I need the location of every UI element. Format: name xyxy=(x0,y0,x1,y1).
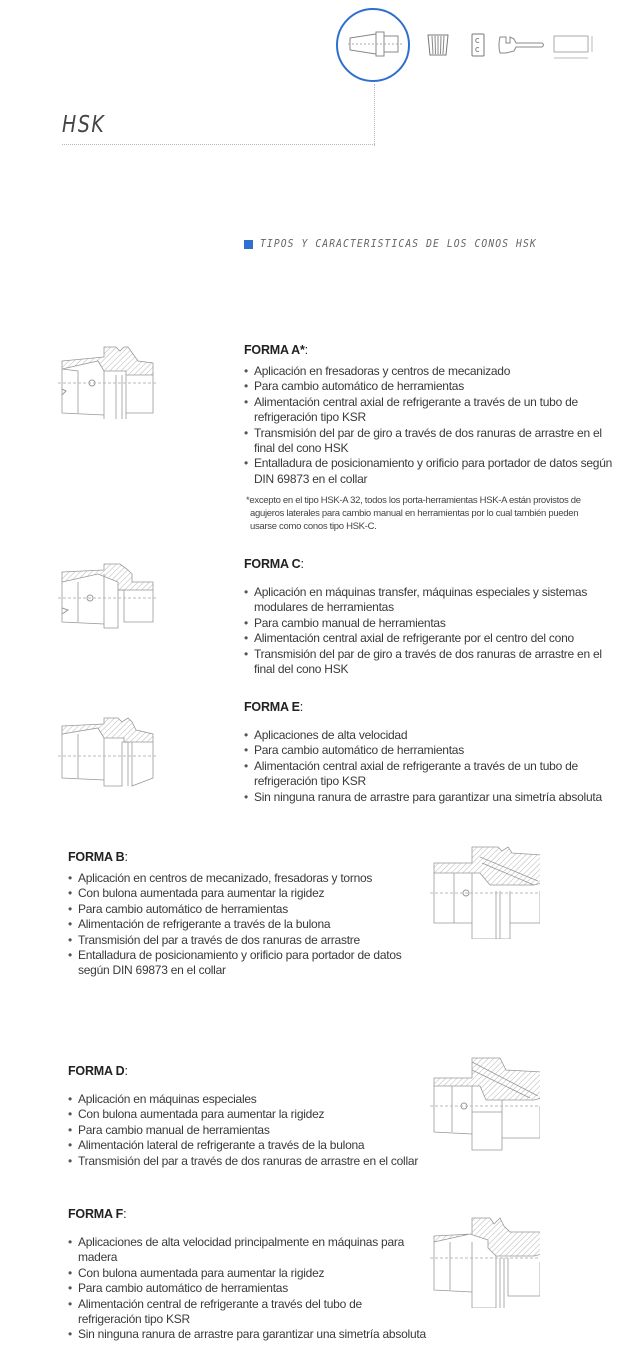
feature-item: • Aplicaciones de alta velocidad principalmente en máquinas para madera xyxy=(68,1235,428,1266)
forma-a-features xyxy=(244,364,614,487)
connector-dots xyxy=(374,84,375,146)
feature-item: • Con bulona aumentada para aumentar la rigidez xyxy=(68,886,428,901)
feature-item: • Para cambio manual de herramientas xyxy=(68,1123,428,1138)
feature-item: • Sin ninguna ranura de arrastre para garantizar una simetría absoluta xyxy=(244,790,614,805)
forma-c-block xyxy=(244,557,614,677)
forma-d-drawing xyxy=(430,1054,540,1152)
forma-c-drawing xyxy=(58,560,158,630)
forma-e-drawing xyxy=(58,712,158,788)
wrench-icon[interactable] xyxy=(496,34,546,56)
feature-item: • Para cambio automático de herramientas xyxy=(68,1281,428,1296)
forma-f-drawing xyxy=(430,1212,540,1308)
title-underline xyxy=(62,144,375,145)
feature-item: • Aplicación en centros de mecanizado, fresadoras y tornos xyxy=(68,871,428,886)
hsk-cone-icon[interactable] xyxy=(346,28,406,60)
forma-d-title: FORMA D: xyxy=(68,1064,128,1078)
feature-item: • Aplicación en fresadoras y centros de mecanizado xyxy=(244,364,614,379)
forma-a-drawing xyxy=(58,343,158,419)
feature-item: • Transmisión del par de giro a través de dos ranuras de arrastre en el final del cono HSK xyxy=(244,426,614,457)
blue-square-icon xyxy=(244,240,253,249)
forma-b-features xyxy=(68,871,428,979)
forma-a-title: FORMA A*: xyxy=(244,343,308,357)
forma-a-block xyxy=(244,343,614,533)
forma-f-block xyxy=(68,1207,428,1343)
forma-a-footnote: *excepto en el tipo HSK-A 32, todos los porta-herramientas HSK-A están provistos de agujeros laterales para cambio manual en herramientas por lo cual también pueden usarse como conos tipo HSK-C. xyxy=(246,495,581,533)
feature-item: • Alimentación central de refrigerante a través del tubo de refrigeración tipo KSR xyxy=(68,1297,428,1328)
feature-item: • Para cambio automático de herramientas xyxy=(244,743,614,758)
page-title: HSK xyxy=(62,112,106,138)
forma-d-features xyxy=(68,1092,428,1169)
feature-item: • Alimentación de refrigerante a través de la bulona xyxy=(68,917,428,932)
forma-e-features xyxy=(244,728,614,805)
collet-icon[interactable] xyxy=(424,32,452,58)
feature-item: • Aplicación en máquinas transfer, máquinas especiales y sistemas modulares de herramientas xyxy=(244,585,614,616)
feature-item: • Con bulona aumentada para aumentar la rigidez xyxy=(68,1266,428,1281)
feature-item: • Alimentación central axial de refrigerante a través de un tubo de refrigeración tipo KSR xyxy=(244,395,614,426)
feature-item: • Alimentación central axial de refrigerante a través de un tubo de refrigeración tipo KSR xyxy=(244,759,614,790)
forma-e-title: FORMA E: xyxy=(244,700,304,714)
feature-item: • Transmisión del par a través de dos ranuras de arrastre xyxy=(68,933,428,948)
forma-f-title: FORMA F: xyxy=(68,1207,127,1221)
forma-c-title: FORMA C: xyxy=(244,557,304,571)
forma-b-title: FORMA B: xyxy=(68,850,128,864)
feature-item: • Transmisión del par de giro a través de dos ranuras de arrastre en el final del cono HSK xyxy=(244,647,614,678)
feature-item: • Entalladura de posicionamiento y orificio para portador de datos según DIN 69873 en el collar xyxy=(68,948,428,979)
section-subtitle: TIPOS Y CARACTERISTICAS DE LOS CONOS HSK xyxy=(244,238,561,250)
feature-item: • Transmisión del par a través de dos ranuras de arrastre en el collar xyxy=(68,1154,428,1169)
feature-item: • Con bulona aumentada para aumentar la rigidez xyxy=(68,1107,428,1122)
forma-e-block xyxy=(244,700,614,805)
forma-c-features xyxy=(244,585,614,677)
clamping-nut-icon[interactable] xyxy=(470,32,486,58)
feature-item: • Sin ninguna ranura de arrastre para garantizar una simetría absoluta xyxy=(68,1327,428,1342)
feature-item: • Aplicaciones de alta velocidad xyxy=(244,728,614,743)
forma-b-block xyxy=(68,850,428,979)
feature-item: • Alimentación central axial de refrigerante por el centro del cono xyxy=(244,631,614,646)
feature-item: • Para cambio manual de herramientas xyxy=(244,616,614,631)
forma-d-block xyxy=(68,1064,428,1169)
forma-b-drawing xyxy=(430,843,540,939)
feature-item: • Alimentación lateral de refrigerante a través de la bulona xyxy=(68,1138,428,1153)
feature-item: • Aplicación en máquinas especiales xyxy=(68,1092,428,1107)
feature-item: • Para cambio automático de herramientas xyxy=(68,902,428,917)
feature-item: • Para cambio automático de herramientas xyxy=(244,379,614,394)
feature-item: • Entalladura de posicionamiento y orificio para portador de datos según DIN 69873 en el collar xyxy=(244,456,614,487)
extension-tube-icon[interactable] xyxy=(552,32,600,62)
forma-f-features xyxy=(68,1235,428,1343)
